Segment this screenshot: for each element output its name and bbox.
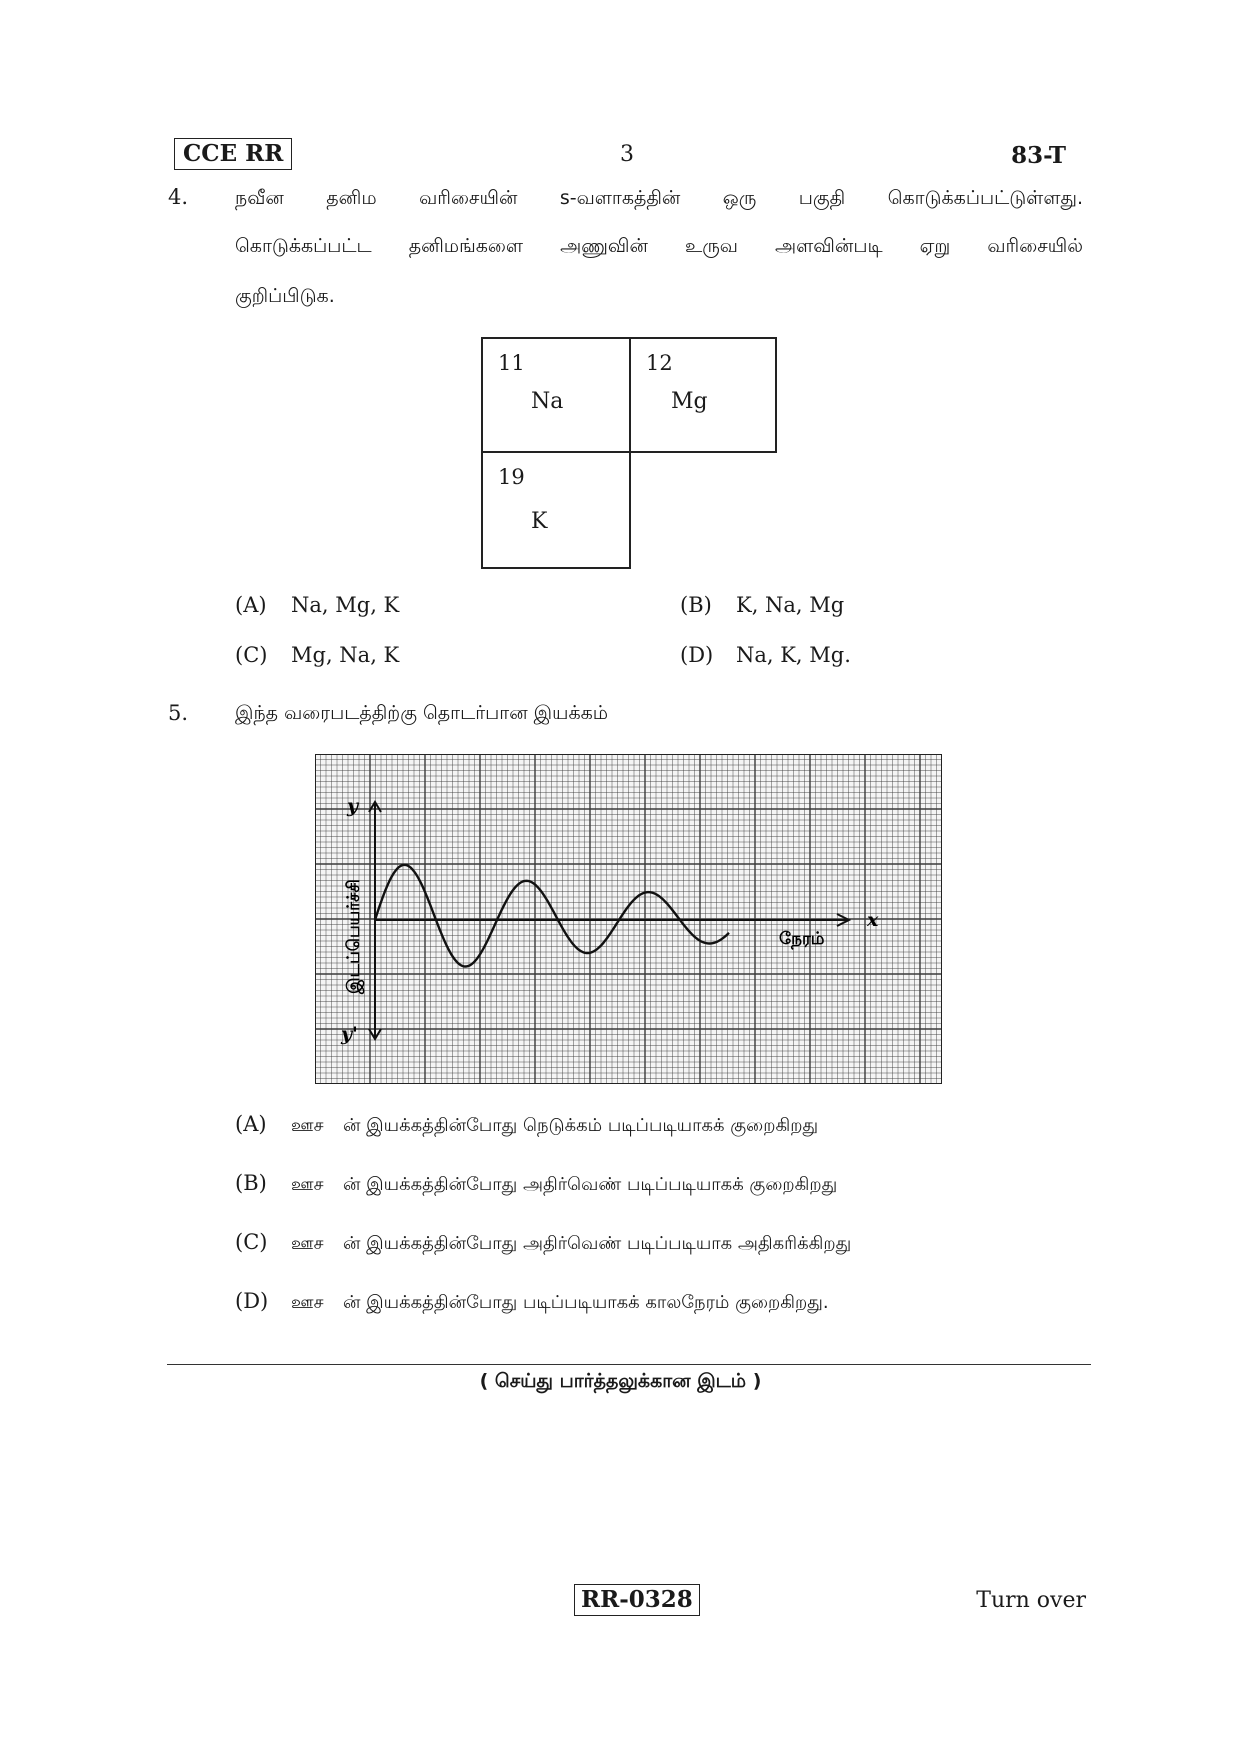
option-label: (B)	[235, 1171, 267, 1195]
q4-option-c	[235, 643, 399, 667]
q4-number: 4.	[168, 185, 189, 209]
option-text: Mg, Na, K	[291, 643, 400, 667]
option-text: ன் இயக்கத்தின்போது படிப்படியாகக் காலநேரம் குறைகிறது.	[343, 1292, 829, 1313]
page-number: 3	[620, 142, 634, 167]
option-text: ன் இயக்கத்தின்போது அதிர்வெண் படிப்படியாக அதிகரிக்கிறது	[343, 1233, 852, 1254]
option-label: (B)	[680, 593, 712, 617]
y-axis-neg-label: y'	[341, 1023, 358, 1045]
q4-option-a	[235, 593, 399, 617]
option-prefix: ஊச	[291, 1292, 324, 1313]
header-code: CCE RR	[183, 140, 284, 167]
q5-text: இந்த வரைபடத்திற்கு தொடர்பான இயக்கம்	[235, 702, 609, 724]
footer-code: RR-0328	[581, 1586, 693, 1613]
y-quantity-label: இடப்பெயர்ச்சி	[344, 879, 364, 994]
q4-word: ஒரு	[722, 187, 757, 209]
periodic-table-fragment	[481, 337, 777, 569]
element-symbol: K	[531, 509, 548, 534]
option-text: Na, K, Mg.	[736, 643, 851, 667]
turn-over-label: Turn over	[976, 1588, 1086, 1613]
q4-word: குறிப்பிடுக.	[235, 285, 335, 307]
option-prefix: ஊச	[291, 1115, 324, 1136]
q4-word: வரிசையில்	[987, 235, 1083, 257]
q4-word: அளவின்படி	[775, 235, 883, 257]
option-text: Na, Mg, K	[291, 593, 400, 617]
q5-option-d	[235, 1289, 829, 1315]
q4-word: கொடுக்கப்பட்ட	[235, 235, 372, 257]
q4-word: தனிம	[326, 187, 377, 209]
q5-number: 5.	[168, 701, 189, 725]
element-cell-na	[481, 337, 631, 453]
option-prefix: ஊச	[291, 1233, 324, 1254]
q4-word: வரிசையின்	[419, 187, 518, 209]
option-label: (D)	[680, 643, 714, 667]
option-text: K, Na, Mg	[736, 593, 845, 617]
option-text: ன் இயக்கத்தின்போது அதிர்வெண் படிப்படியாகக் குறைகிறது	[343, 1174, 838, 1195]
q4-word: கொடுக்கப்பட்டுள்ளது.	[887, 187, 1083, 209]
option-prefix: ஊச	[291, 1174, 324, 1195]
x-axis-label: x	[867, 909, 879, 931]
q4-line-2	[235, 235, 1083, 260]
q4-option-d	[680, 643, 851, 667]
q4-word: ஏறு	[919, 235, 951, 257]
section-divider	[167, 1364, 1091, 1365]
element-symbol: Na	[531, 389, 564, 414]
option-label: (C)	[235, 643, 268, 667]
q4-word: பகுதி	[798, 187, 846, 209]
q4-word: அணுவின்	[560, 235, 648, 257]
q5-option-b	[235, 1171, 837, 1197]
option-text: ன் இயக்கத்தின்போது நெடுக்கம் படிப்படியாகக் குறைகிறது	[343, 1115, 819, 1136]
header-code-box	[174, 138, 292, 170]
displacement-time-graph	[315, 754, 942, 1084]
atomic-number: 11	[498, 351, 525, 375]
footer-code-box	[574, 1584, 700, 1616]
option-label: (A)	[235, 1112, 267, 1136]
atomic-number: 19	[498, 465, 525, 489]
paper-code: 83-T	[1011, 142, 1066, 169]
q4-line-3	[235, 285, 1083, 310]
rough-work-label: ( செய்து பார்த்தலுக்கான இடம் )	[479, 1370, 762, 1392]
q5-option-c	[235, 1230, 851, 1256]
option-label: (C)	[235, 1230, 268, 1254]
option-label: (A)	[235, 593, 267, 617]
y-axis-label: y	[347, 795, 359, 817]
q4-word: உருவ	[684, 235, 738, 257]
option-label: (D)	[235, 1289, 269, 1313]
q4-line-1	[235, 187, 1083, 212]
atomic-number: 12	[646, 351, 673, 375]
element-cell-k	[481, 451, 631, 569]
q4-word: நவீன	[235, 187, 284, 209]
element-symbol: Mg	[671, 389, 708, 414]
q5-option-a	[235, 1112, 818, 1138]
q4-word: தனிமங்களை	[408, 235, 524, 257]
q4-option-b	[680, 593, 844, 617]
x-quantity-label: நேரம்	[779, 929, 825, 949]
q4-word: s-வளாகத்தின்	[559, 187, 681, 209]
element-cell-mg	[629, 337, 777, 453]
